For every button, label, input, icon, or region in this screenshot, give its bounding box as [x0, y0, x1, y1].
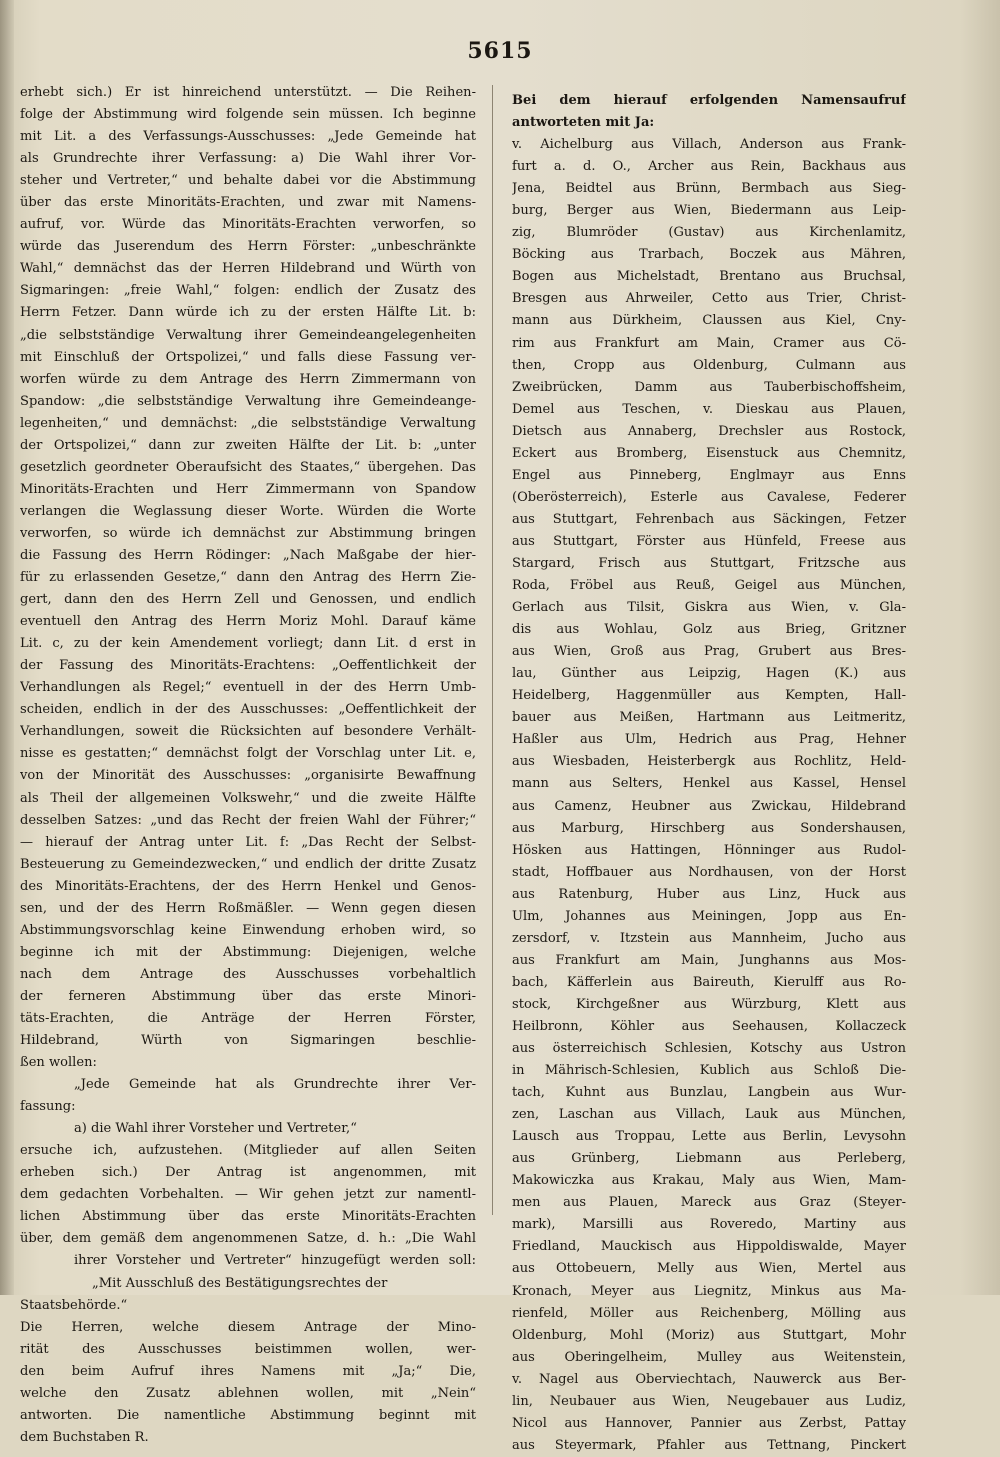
left-column-line: Spandow: „die selbstständige Verwaltung ihre Gemeindeange- — [20, 393, 476, 409]
right-column-line: Oldenburg, Mohl (Moriz) aus Stuttgart, Mohr — [512, 1327, 906, 1343]
left-column-line: für zu erlassenden Gesetze,“ dann den Antrag des Herrn Zie- — [20, 570, 476, 586]
right-column-line: Heidelberg, Haggenmüller aus Kempten, Hall- — [512, 688, 906, 704]
right-column-line: aus Grünberg, Liebmann aus Perleberg, — [512, 1151, 906, 1167]
left-column-line: ßen wollen: — [20, 1055, 97, 1071]
left-column-line: Besteuerung zu Gemeindezwecken,“ und endlich der dritte Zusatz — [20, 856, 476, 872]
right-column-line: aus Wiesbaden, Heisterbergk aus Rochlitz, Held- — [512, 754, 906, 770]
right-column-line: mann aus Selters, Henkel aus Kassel, Hensel — [512, 776, 906, 792]
left-column-line: als Theil der allgemeinen Volkswehr,“ und die zweite Hälfte — [20, 790, 476, 806]
right-column-line: Bogen aus Michelstadt, Brentano aus Bruchsal, — [512, 269, 906, 285]
right-column — [512, 90, 906, 1457]
left-column-line: — hierauf der Antrag unter Lit. f: „Das Recht der Selbst- — [20, 834, 476, 850]
right-column-line: (Oberösterreich), Esterle aus Cavalese, Federer — [512, 489, 906, 505]
left-column-line: nisse es gestatten;“ demnächst folgt der Vorschlag unter Lit. e, — [20, 746, 476, 762]
left-column-line: täts-Erachten, die Anträge der Herren Förster, — [20, 1010, 476, 1026]
right-column-line: Bresgen aus Ahrweiler, Cetto aus Trier, Christ- — [512, 291, 906, 307]
right-column-line: v. Nagel aus Oberviechtach, Nauwerck aus Ber- — [512, 1371, 906, 1387]
right-column-line: dis aus Wohlau, Golz aus Brieg, Gritzner — [512, 622, 906, 638]
right-column-line: lin, Neubauer aus Wien, Neugebauer aus Ludiz, — [512, 1393, 906, 1409]
left-column-line: verlangen die Weglassung dieser Worte. Würden die Worte — [20, 503, 476, 519]
right-column-line: aus österreichisch Schlesien, Kotschy aus Ustron — [512, 1041, 906, 1057]
right-column-line: burg, Berger aus Wien, Biedermann aus Leip- — [512, 203, 906, 219]
left-column-line: worfen würde zu dem Antrage des Herrn Zimmermann von — [20, 371, 476, 387]
right-column-line: aus Frankfurt am Main, Junghanns aus Mos- — [512, 952, 906, 968]
right-column-line: stock, Kirchgeßner aus Würzburg, Klett aus — [512, 996, 906, 1012]
left-column-line: nach dem Antrage des Ausschusses vorbehaltlich — [20, 966, 476, 982]
right-column-line: Friedland, Mauckisch aus Hippoldiswalde, Mayer — [512, 1239, 906, 1255]
right-column-line: stadt, Hoffbauer aus Nordhausen, von der Horst — [512, 864, 906, 880]
right-column-line: Heilbronn, Köhler aus Seehausen, Kollaczeck — [512, 1018, 906, 1034]
left-column-line: die Fassung des Herrn Rödinger: „Nach Maßgabe der hier- — [20, 547, 476, 563]
right-column-line: mark), Marsilli aus Roveredo, Martiny aus — [512, 1217, 906, 1233]
right-column-line: tach, Kuhnt aus Bunzlau, Langbein aus Wur- — [512, 1085, 906, 1101]
right-column-line: Roda, Fröbel aus Reuß, Geigel aus München, — [512, 578, 906, 594]
left-column-line: mit Einschluß der Ortspolizei,“ und falls diese Fassung ver- — [20, 349, 476, 365]
right-column-line: bach, Käfferlein aus Baireuth, Kierulff aus Ro- — [512, 974, 906, 990]
right-column-line: aus Steyermark, Pfahler aus Tettnang, Pinckert — [512, 1437, 906, 1453]
left-column-line: a) die Wahl ihrer Vorsteher und Vertreter,“ — [74, 1121, 357, 1137]
right-column-line: aus Stuttgart, Förster aus Hünfeld, Freese aus — [512, 533, 906, 549]
left-column-line: der Fassung des Minoritäts-Erachtens: „Oeffentlichkeit der — [20, 658, 476, 674]
left-column-line: gert, dann den des Herrn Zell und Genossen, und endlich — [20, 592, 476, 608]
right-column-line: zen, Laschan aus Villach, Lauk aus München, — [512, 1107, 906, 1123]
left-column-line: der ferneren Abstimmung über das erste Minori- — [20, 988, 476, 1004]
right-column-line: rienfeld, Möller aus Reichenberg, Mölling aus — [512, 1305, 906, 1321]
left-column-line: antworten. Die namentliche Abstimmung beginnt mit — [20, 1407, 476, 1423]
right-column-line: men aus Plauen, Mareck aus Graz (Steyer- — [512, 1195, 906, 1211]
left-column-line: welche den Zusatz ablehnen wollen, mit „Nein“ — [20, 1385, 476, 1401]
right-column-line: Stargard, Frisch aus Stuttgart, Fritzsche aus — [512, 555, 906, 571]
left-column-line: Abstimmungsvorschlag keine Einwendung erhoben wird, so — [20, 922, 476, 938]
left-column-line: sen, und der des Herrn Roßmäßler. — Wenn gegen diesen — [20, 900, 476, 916]
left-column-line: legenheiten,“ und demnächst: „die selbstständige Verwaltung — [20, 415, 476, 431]
left-column-line: desselben Satzes: „und das Recht der freien Wahl der Führer;“ — [20, 812, 476, 828]
right-column-line: Hösken aus Hattingen, Hönninger aus Rudol- — [512, 842, 906, 858]
right-column-line: Lausch aus Troppau, Lette aus Berlin, Levysohn — [512, 1129, 906, 1145]
right-column-line: v. Aichelburg aus Villach, Anderson aus Frank- — [512, 137, 906, 153]
page-number: 5615 — [467, 38, 533, 64]
right-column-line: aus Ratenburg, Huber aus Linz, Huck aus — [512, 886, 906, 902]
right-column-line: Gerlach aus Tilsit, Giskra aus Wien, v. Gla- — [512, 600, 906, 616]
right-column-line: aus Marburg, Hirschberg aus Sondershausen, — [512, 820, 906, 836]
right-column-line: aus Camenz, Heubner aus Zwickau, Hildebrand — [512, 798, 906, 814]
left-column-line: lichen Abstimmung über das erste Minoritäts-Erachten — [20, 1209, 476, 1225]
right-column-line: aus Ottobeuern, Melly aus Wien, Mertel aus — [512, 1261, 906, 1277]
left-column-line: erheben sich.) Der Antrag ist angenommen, mit — [20, 1165, 476, 1181]
left-column — [20, 82, 476, 1449]
left-column-line: dem gedachten Vorbehalten. — Wir gehen jetzt zur namentl- — [20, 1187, 476, 1203]
column-divider — [492, 85, 493, 1215]
left-column-line: ihrer Vorsteher und Vertreter“ hinzugefügt werden soll: — [74, 1253, 476, 1269]
left-column-line: folge der Abstimmung wird folgende sein müssen. Ich beginne — [20, 107, 476, 123]
left-column-line: würde das Juserendum des Herrn Förster: „unbeschränkte — [20, 239, 476, 255]
left-column-line: fassung: — [20, 1099, 76, 1115]
left-column-line: aufruf, vor. Würde das Minoritäts-Erachten verworfen, so — [20, 217, 476, 233]
right-column-line: Makowiczka aus Krakau, Maly aus Wien, Mam- — [512, 1173, 906, 1189]
left-column-line: Verhandlungen als Regel;“ eventuell in der des Herrn Umb- — [20, 680, 476, 696]
right-column-line: aus Wien, Groß aus Prag, Grubert aus Bres- — [512, 644, 906, 660]
right-column-line: Zweibrücken, Damm aus Tauberbischoffsheim, — [512, 379, 906, 395]
left-column-line: Wahl,“ demnächst das der Herren Hildebrand und Würth von — [20, 261, 476, 277]
left-column-line: Verhandlungen, soweit die Rücksichten auf besondere Verhält- — [20, 724, 476, 740]
left-column-line: Staatsbehörde.“ — [20, 1297, 128, 1313]
right-column-line: Demel aus Teschen, v. Dieskau aus Plauen, — [512, 401, 906, 417]
right-column-line: Engel aus Pinneberg, Englmayr aus Enns — [512, 467, 906, 483]
left-column-line: von der Minorität des Ausschusses: „organisirte Bewaffnung — [20, 768, 476, 784]
right-column-line: bauer aus Meißen, Hartmann aus Leitmeritz, — [512, 710, 906, 726]
left-column-line: Lit. c, zu der kein Amendement vorliegt; dann Lit. d erst in — [20, 636, 476, 652]
left-column-line: „die selbstständige Verwaltung ihrer Gemeindeangelegenheiten — [20, 327, 476, 343]
left-column-line: des Minoritäts-Erachtens, der des Herrn Henkel und Genos- — [20, 878, 476, 894]
left-column-line: über das erste Minoritäts-Erachten, und zwar mit Namens- — [20, 195, 476, 211]
right-column-line: Kronach, Meyer aus Liegnitz, Minkus aus Ma- — [512, 1283, 906, 1299]
right-column-line: aus Oberingelheim, Mulley aus Weitenstein, — [512, 1349, 906, 1365]
left-column-line: „Mit Ausschluß des Bestätigungsrechtes der — [92, 1275, 388, 1291]
left-column-line: scheiden, endlich in der des Ausschusses: „Oeffentlichkeit der — [20, 702, 476, 718]
right-column-line: zersdorf, v. Itzstein aus Mannheim, Jucho aus — [512, 930, 906, 946]
right-column-line: then, Cropp aus Oldenburg, Culmann aus — [512, 357, 906, 373]
right-column-line: antworteten mit Ja: — [512, 115, 655, 131]
left-column-line: ersuche ich, aufzustehen. (Mitglieder auf allen Seiten — [20, 1143, 476, 1159]
left-column-line: „Jede Gemeinde hat als Grundrechte ihrer Ver- — [74, 1077, 476, 1093]
left-column-line: Minoritäts-Erachten und Herr Zimmermann von Spandow — [20, 481, 476, 497]
right-column-line: mann aus Dürkheim, Claussen aus Kiel, Cny- — [512, 313, 906, 329]
left-column-line: über, dem gemäß dem angenommenen Satze, d. h.: „Die Wahl — [20, 1231, 476, 1247]
left-column-line: dem Buchstaben R. — [20, 1429, 149, 1445]
right-column-line: Dietsch aus Annaberg, Drechsler aus Rostock, — [512, 423, 906, 439]
left-column-line: gesetzlich geordneter Oberaufsicht des Staates,“ übergehen. Das — [20, 459, 476, 475]
right-column-line: rim aus Frankfurt am Main, Cramer aus Cö- — [512, 335, 906, 351]
left-column-line: Sigmaringen: „freie Wahl,“ folgen: endlich der Zusatz des — [20, 283, 476, 299]
left-column-line: steher und Vertreter,“ und behalte dabei vor die Abstimmung — [20, 173, 476, 189]
right-column-line: Haßler aus Ulm, Hedrich aus Prag, Hehner — [512, 732, 906, 748]
left-column-line: rität des Ausschusses beistimmen wollen, wer- — [20, 1341, 476, 1357]
left-column-line: eventuell den Antrag des Herrn Moriz Mohl. Darauf käme — [20, 614, 476, 630]
right-column-line: Jena, Beidtel aus Brünn, Bermbach aus Sieg- — [512, 181, 906, 197]
binding-shadow — [0, 0, 14, 1295]
right-column-line: aus Stuttgart, Fehrenbach aus Säckingen, Fetzer — [512, 511, 906, 527]
right-column-line: Bei dem hierauf erfolgenden Namensaufruf — [512, 93, 906, 108]
left-column-line: als Grundrechte ihrer Verfassung: a) Die Wahl ihrer Vor- — [20, 151, 476, 167]
left-column-line: der Ortspolizei,“ dann zur zweiten Hälfte der Lit. b: „unter — [20, 437, 476, 453]
left-column-line: den beim Aufruf ihres Namens mit „Ja;“ Die, — [20, 1363, 476, 1379]
right-column-line: zig, Blumröder (Gustav) aus Kirchenlamitz, — [512, 225, 906, 241]
left-column-line: mit Lit. a des Verfassungs-Ausschusses: „Jede Gemeinde hat — [20, 129, 476, 145]
right-column-line: furt a. d. O., Archer aus Rein, Backhaus aus — [512, 159, 906, 175]
left-column-line: verworfen, so würde ich demnächst zur Abstimmung bringen — [20, 525, 476, 541]
right-column-line: Nicol aus Hannover, Pannier aus Zerbst, Pattay — [512, 1415, 906, 1431]
right-column-line: Böcking aus Trarbach, Boczek aus Mähren, — [512, 247, 906, 263]
right-column-line: Ulm, Johannes aus Meiningen, Jopp aus En- — [512, 908, 906, 924]
right-column-line: in Mährisch-Schlesien, Kublich aus Schloß Die- — [512, 1063, 906, 1079]
right-column-line: Eckert aus Bromberg, Eisenstuck aus Chemnitz, — [512, 445, 906, 461]
left-column-line: Die Herren, welche diesem Antrage der Mino- — [20, 1319, 476, 1335]
left-column-line: erhebt sich.) Er ist hinreichend unterstützt. — Die Reihen- — [20, 85, 476, 100]
right-column-line: lau, Günther aus Leipzig, Hagen (K.) aus — [512, 666, 906, 682]
left-column-line: Herrn Fetzer. Dann würde ich zu der ersten Hälfte Lit. b: — [20, 305, 476, 321]
left-column-line: beginne ich mit der Abstimmung: Diejenigen, welche — [20, 944, 476, 960]
left-column-line: Hildebrand, Würth von Sigmaringen beschlie- — [20, 1033, 476, 1049]
